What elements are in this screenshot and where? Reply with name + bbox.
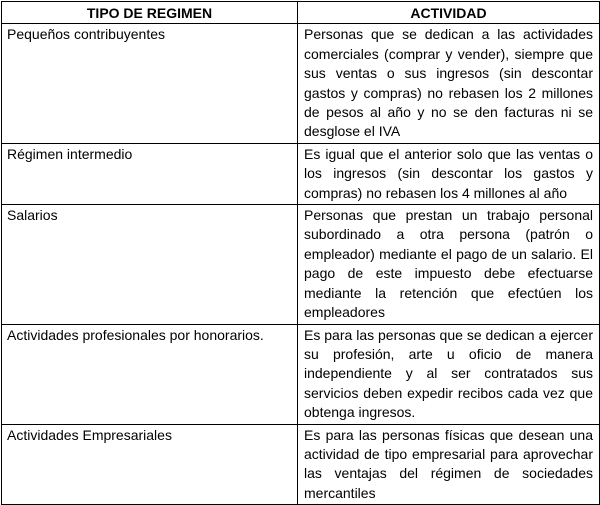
table-row: [2, 324, 600, 424]
row-actividad: Personas que se dedican a las actividades comerciales (comprar y vender), siempre que sus ventas o sus ingresos (sin descontar gastos y compras) no rebasen los 2 millones de pesos al año y no se den facturas ni se desglose el IVA: [298, 24, 600, 143]
header-actividad: ACTIVIDAD: [298, 2, 600, 24]
table-row: [2, 205, 600, 324]
table-header-row: [2, 2, 600, 24]
header-tipo-de-regimen: TIPO DE REGIMEN: [2, 2, 298, 24]
row-actividad: Es para las personas que se dedican a ejercer su profesión, arte u oficio de manera independiente y al ser contratados sus servicios deben expedir recibos cada vez que obtenga ingresos.: [298, 324, 600, 424]
row-tipo: Actividades profesionales por honorarios.: [2, 324, 298, 424]
table-row: [2, 143, 600, 204]
row-tipo: Actividades Empresariales: [2, 424, 298, 505]
row-actividad: Personas que prestan un trabajo personal subordinado a otra persona (patrón o empleador) mediante el pago de un salario. El pago de este impuesto debe efectuarse mediante la retención que efectúen los empleadores: [298, 205, 600, 324]
table-row: [2, 424, 600, 505]
row-actividad: Es igual que el anterior solo que las ventas o los ingresos (sin descontar los gastos y compras) no rebasen los 4 millones al año: [298, 143, 600, 204]
row-tipo: Salarios: [2, 205, 298, 324]
row-actividad: Es para las personas físicas que desean una actividad de tipo empresarial para aprovechar las ventajas del régimen de sociedades mercantiles: [298, 424, 600, 505]
row-tipo: Régimen intermedio: [2, 143, 298, 204]
table-row: [2, 24, 600, 143]
row-tipo: Pequeños contribuyentes: [2, 24, 298, 143]
regimen-table: [1, 1, 600, 505]
